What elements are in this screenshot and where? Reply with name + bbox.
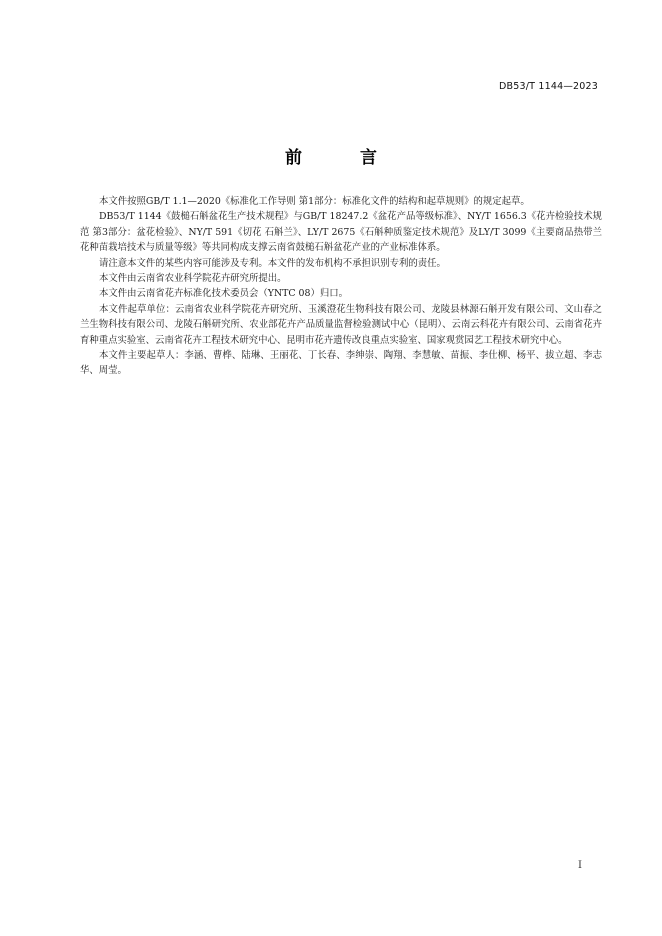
page-title: 前 言 [285,148,403,168]
paragraph-proposer: 本文件由云南省农业科学院花卉研究所提出。 [99,273,287,285]
foreword-body [80,194,602,379]
paragraph-standard-system: DB53/T 1144《鼓槌石斛盆花生产技术规程》与GB/T 18247.2《盆花产品等级标准》、NY/T 1656.3《花卉检验技术规范 第3部分：盆花检验》、NY/T 591《切花 石斛兰》、LY/T 2675《石斛种质鉴定技术规范》及LY/T 3099《主要商品热带兰花种苗栽培技术与质量等级》等共同构成支撑云南省鼓槌石斛盆花产业的产业标准体系。 [80,211,602,254]
page-number: I [578,860,582,871]
paragraph-drafting-rules: 本文件按照GB/T 1.1—2020《标准化工作导则 第1部分：标准化文件的结构和起草规则》的规定起草。 [99,196,530,207]
paragraph-drafters: 本文件主要起草人：李涵、曹桦、陆琳、王丽花、丁长春、李绅崇、陶翔、李慧敏、苗振、李仕柳、杨平、拔立超、李志华、周莹。 [80,350,602,377]
paragraph-committee: 本文件由云南省花卉标准化技术委员会（YNTC 08）归口。 [99,288,348,300]
paragraph-patent-notice: 请注意本文件的某些内容可能涉及专利。本文件的发布机构不承担识别专利的责任。 [99,257,446,269]
paragraph-drafting-units: 本文件起草单位：云南省农业科学院花卉研究所、玉溪澄花生物科技有限公司、龙陵县林源石斛开发有限公司、文山春之兰生物科技有限公司、龙陵石斛研究所、农业部花卉产品质量监督检验测试中心（昆明）、云南云科花卉有限公司、云南省花卉育种重点实验室、云南省花卉工程技术研究中心、昆明市花卉遗传改良重点实验室、国家观赏园艺工程技术研究中心。 [80,303,602,346]
document-code: DB53/T 1144—2023 [499,81,598,92]
